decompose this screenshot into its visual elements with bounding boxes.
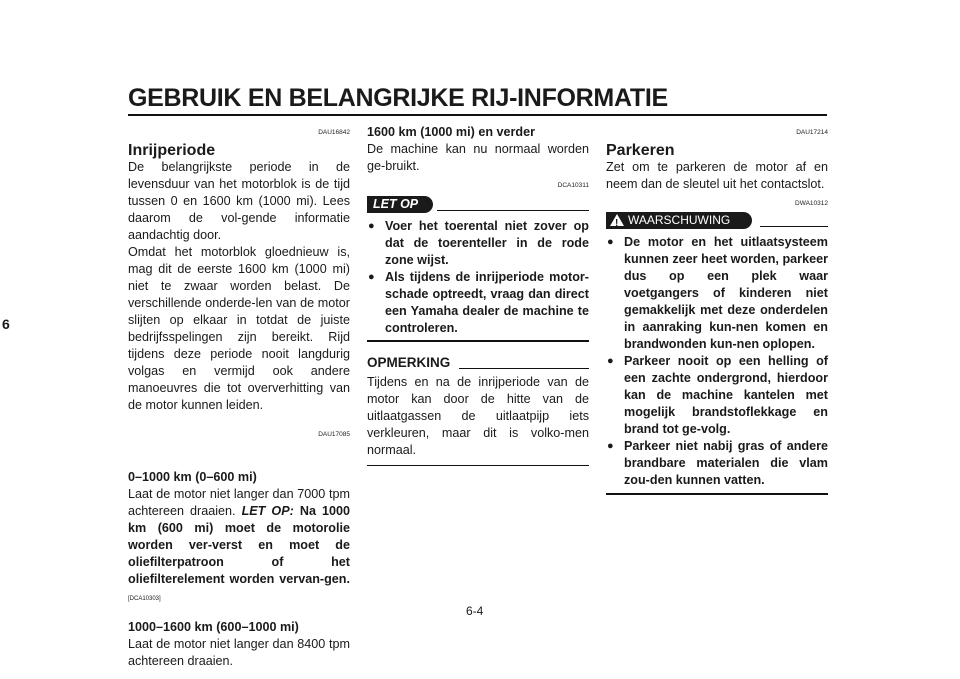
letop-box-header	[367, 196, 589, 216]
section-code: DAU17214	[796, 129, 828, 136]
letop-inline-label: LET OP:	[241, 504, 294, 518]
column-3	[606, 124, 828, 495]
note-bottom-rule	[367, 465, 589, 466]
list-item: ● De motor en het uitlaatsysteem kunnen zeer heet worden, parkeer dus op een plek waar voetgangers of kinderen niet gemakkelijk met deze onderdelen in aanraking kun-nen komen en brandwonden kun-nen oplopen.	[606, 234, 828, 353]
chapter-tab: 6	[2, 316, 10, 332]
section-heading-inrijperiode: Inrijperiode	[128, 142, 216, 159]
list-item: ● Parkeer nooit op een helling of een zachte ondergrond, hierdoor kan de machine kantelen met mogelijk brandstoflekkage en brand tot ge-volg.	[606, 353, 828, 438]
letop-bullet-list	[367, 218, 589, 337]
exclamation-icon: !	[615, 218, 619, 229]
list-item: ● Parkeer niet nabij gras of andere brandbare materialen die vlam zou-den kunnen vatten.	[606, 438, 828, 489]
section-code: DAU17085	[318, 431, 350, 438]
page-header-title: GEBRUIK EN BELANGRIJKE RIJ-INFORMATIE	[128, 84, 668, 112]
paragraph: Omdat het motorblok gloednieuw is, mag dit de eerste 1600 km (1000 mi) niet te zwaar worden belast. De verschillende onderde-len van de motor slijten op elkaar in totdat de juiste bedrijfsspelingen zijn bereikt. Rijd tijdens deze periode nooit langdurig volgas en vermijd ook andere manoeuvres die tot oververhitting van de motor kunnen leiden.	[128, 245, 350, 412]
list-item: ● Voer het toerental niet zover op dat de toerenteller in de rode zone wijst.	[367, 218, 589, 269]
warning-label: WAARSCHUWING	[628, 213, 731, 227]
note-header	[367, 354, 589, 374]
paragraph	[128, 486, 350, 608]
warning-bottom-rule	[606, 493, 828, 495]
section-heading-parkeren: Parkeren	[606, 142, 675, 159]
list-item: ● Als tijdens de inrijperiode motor-schade optreedt, vraag dan direct een Yamaha dealer de machine te controleren.	[367, 269, 589, 337]
column-1	[128, 124, 350, 670]
paragraph-text: Laat de motor niet langer dan 7000 tpm achtereen draaien.	[128, 487, 350, 518]
note-label: OPMERKING	[367, 355, 451, 370]
header-rule	[128, 114, 827, 116]
section-code: DAU16842	[318, 129, 350, 136]
letop-bottom-rule	[367, 340, 589, 342]
subheading: 1600 km (1000 mi) en verder	[367, 125, 536, 139]
paragraph: De belangrijkste periode in de levensduur van het motorblok is de tijd tussen 0 en 1600 km (1000 mi). Lees daarom de vol-gende informatie aandachtig door.	[128, 160, 350, 242]
subheading: 1000–1600 km (600–1000 mi)	[128, 620, 299, 634]
letop-label: LET OP	[367, 196, 433, 213]
warning-bullet-list	[606, 234, 828, 489]
paragraph: De machine kan nu normaal worden ge-bruikt.	[367, 142, 589, 173]
warning-label-box	[606, 212, 752, 229]
warning-box-header	[606, 212, 828, 232]
reference-code: [DCA10303]	[128, 596, 161, 602]
column-2	[367, 124, 589, 466]
page-number: 6-4	[466, 604, 484, 618]
subheading: 0–1000 km (0–600 mi)	[128, 470, 257, 484]
note-rule	[459, 368, 589, 369]
warning-text: Na 1000 km (600 mi) moet de motorolie worden ver-verst en moet de oliefilterpatroon of het oliefilterelement worden vervan-gen.	[128, 504, 350, 586]
note-text: Tijdens en na de inrijperiode van de motor kan door de hitte van de uitlaatgassen de uitlaatpijp iets verkleuren, maar dit is volko-men normaal.	[367, 375, 589, 457]
paragraph: Laat de motor niet langer dan 8400 tpm achtereen draaien.	[128, 637, 350, 668]
section-code: DWA10312	[795, 200, 828, 207]
letop-rule	[437, 210, 589, 211]
warning-rule	[760, 226, 828, 227]
paragraph: Zet om te parkeren de motor af en neem dan de sleutel uit het contactslot.	[606, 160, 828, 191]
section-code: DCA10311	[557, 182, 589, 189]
